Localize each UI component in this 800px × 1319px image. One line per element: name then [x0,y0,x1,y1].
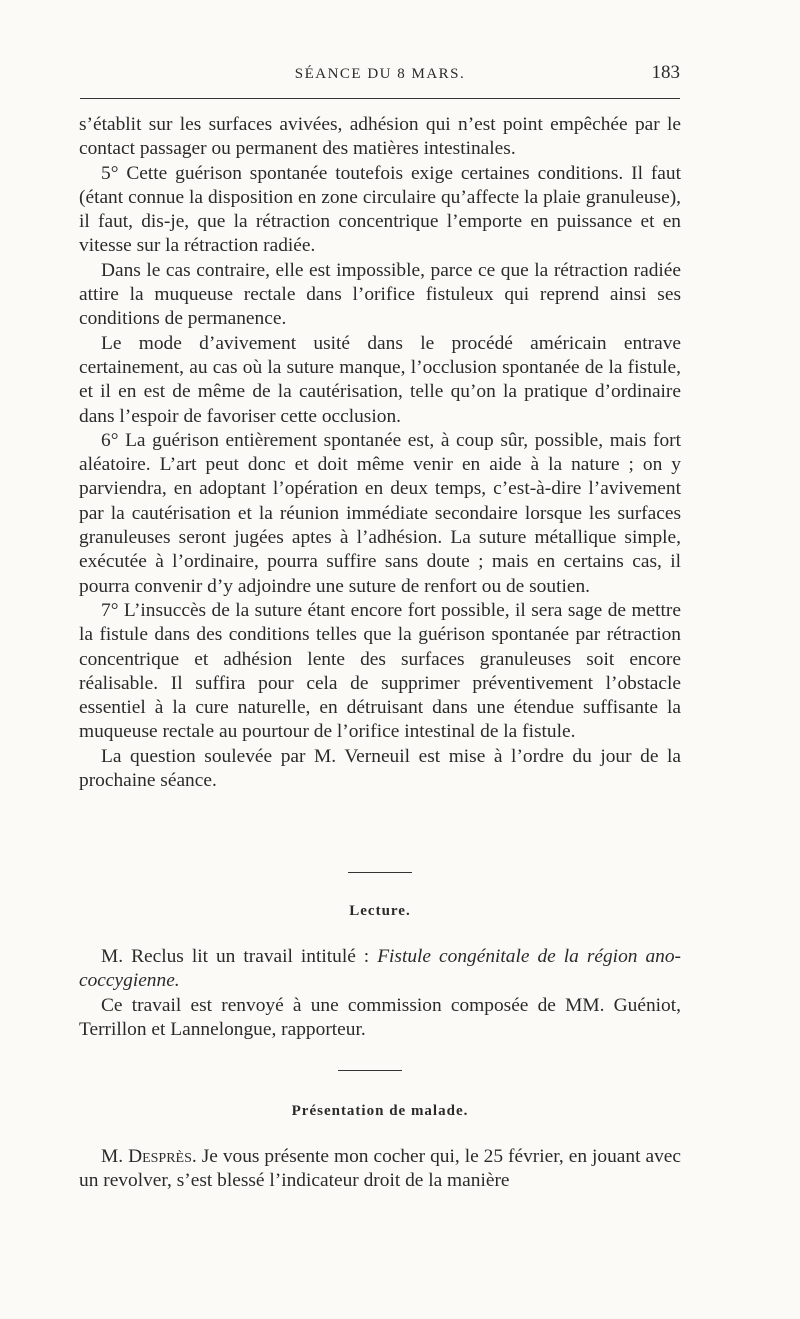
page-header [80,62,680,88]
body-text [79,113,681,793]
paragraph-avivement: Le mode d’avivement usité dans le procédé américain entrave certainement, au cas où la suture manque, l’occlusion spontanée de la fistule, et il en est de même de la cautérisation, telle qu’on la pratique d’ordinaire dans l’espoir de favoriser cette occlusion. [79,332,681,427]
lecture-commission: Ce travail est renvoyé à une commission composée de MM. Guéniot, Terrillon et Lannelongue, rapporteur. [79,994,681,1040]
paragraph-agenda: La question soulevée par M. Verneuil est mise à l’ordre du jour de la prochaine séance. [79,745,681,792]
presentation-paragraph [79,1145,681,1194]
section-divider [338,1070,402,1071]
paragraph-contrary-case: Dans le cas contraire, elle est impossible, parce ce que la rétraction radiée attire la muqueuse rectale dans l’orifice fistuleux qui reprend ainsi ses conditions de permanence. [79,259,681,330]
paragraph-point-6: 6° La guérison entièrement spontanée est, à coup sûr, possible, mais fort aléatoire. L’art peut donc et doit même venir en aide à la nature ; on y parviendra, en adoptant l’opération en deux temps, c’est-à-dire l’avivement par la cautérisation et la réunion immédiate secondaire lorsque les surfaces granuleuses seront jugées aptes à l’adhésion. La suture métallique simple, exécutée à l’ordinaire, pourra suffire sans doute ; mais en certains cas, il pourra convenir d’y adjoindre une suture de renfort ou de soutien. [79,429,681,597]
header-rule [80,98,680,99]
lecture-intro: M. Reclus lit un travail intitulé : [101,946,378,967]
speaker-name: M. Desprès. [101,1146,197,1167]
lecture-title: Fistule congénitale de la région ano-coccygienne. [79,946,681,992]
lecture-paragraph [79,945,681,994]
section-divider [348,872,412,873]
running-head: SÉANCE DU 8 MARS. [294,66,466,82]
presentation-section [79,1145,681,1194]
page-number: 183 [651,62,680,83]
paragraph-point-7: 7° L’insuccès de la suture étant encore fort possible, il sera sage de mettre la fistule dans des conditions telles que la guérison spontanée par rétraction concentrique et adhésion lente des surfaces granuleuses soit encore réalisable. Il suffira pour cela de supprimer préventivement l’obstacle essentiel à la cure naturelle, en détruisant dans une étendue suffisante la muqueuse rectale au pourtour de l’orifice intestinal de la fistule. [79,599,681,743]
lecture-section [79,945,681,1042]
section-heading-presentation: Présentation de malade. [291,1103,469,1119]
paragraph-point-5: 5° Cette guérison spontanée toutefois exige certaines conditions. Il faut (étant connue la disposition en zone circulaire qu’affecte la plaie granuleuse), il faut, dis-je, que la rétraction concentrique l’emporte en puissance et en vitesse sur la rétraction radiée. [79,162,681,257]
presentation-text: Je vous présente mon cocher qui, le 25 février, en jouant avec un revolver, s’est blessé l’indicateur droit de la manière [79,1146,681,1192]
paragraph-continuation: s’établit sur les surfaces avivées, adhésion qui n’est point empêchée par le contact passager ou permanent des matières intestinales. [79,114,681,160]
section-heading-lecture: Lecture. [349,903,411,919]
